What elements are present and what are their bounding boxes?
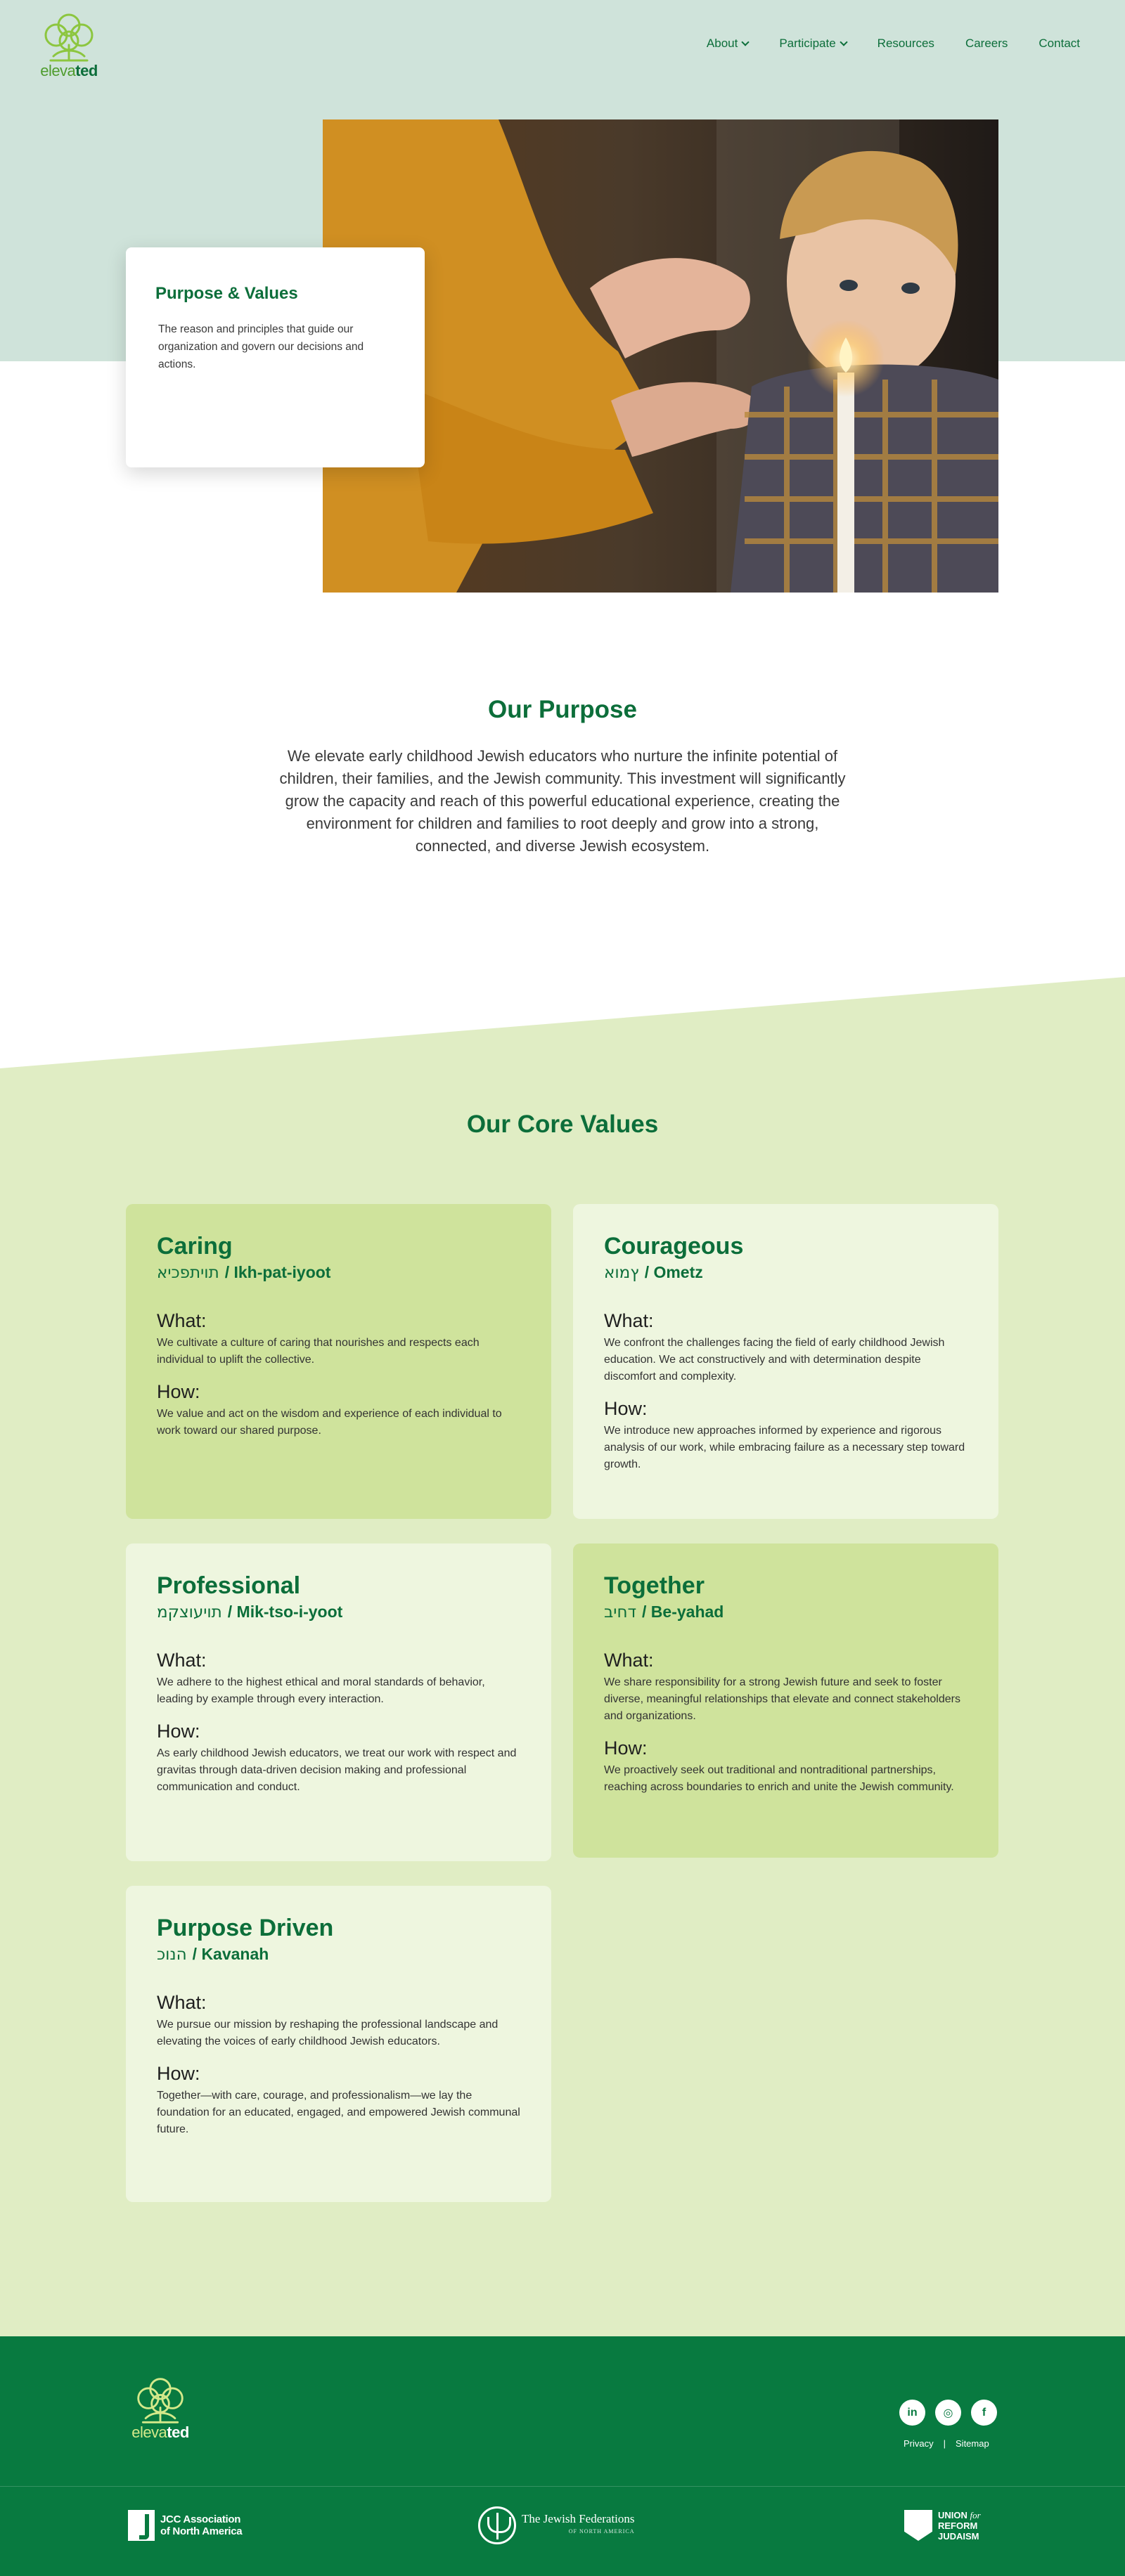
value-what-text: We share responsibility for a strong Jewish future and seek to foster diverse, meaningful relationships that elevate and connect stakeholders and organizations. (604, 1676, 960, 1722)
what-label: What: (157, 1650, 207, 1671)
footer-logo[interactable] (129, 2374, 191, 2442)
value-how-text: We proactively seek out traditional and nontraditional partnerships, reaching across boundaries to enrich and unite the Jewish community. (604, 1764, 954, 1793)
nav-about-label: About (706, 37, 738, 50)
nav-participate[interactable] (779, 37, 846, 51)
what-label: What: (157, 1310, 207, 1331)
tree-logo-icon (37, 10, 101, 65)
value-transliteration: / Ikh-pat-iyoot (224, 1263, 331, 1281)
nav-about[interactable] (707, 37, 748, 51)
jfna-name: The Jewish Federations (522, 2512, 635, 2525)
jfna-emblem-icon (478, 2506, 516, 2544)
logo-wordmark: elevated (40, 62, 98, 79)
value-hebrew-line (604, 1263, 968, 1282)
how-label: How: (604, 1398, 648, 1419)
value-transliteration: / Mik-tso-i-yoot (227, 1603, 343, 1621)
urj-line-3: JUDAISM (938, 2530, 979, 2542)
values-heading: Our Core Values (466, 1111, 659, 1138)
partner-jfna-logo[interactable] (478, 2506, 635, 2544)
value-card-purpose-driven (126, 1886, 551, 2202)
nav-contact[interactable] (1039, 37, 1080, 51)
value-card-professional (126, 1543, 551, 1861)
facebook-icon[interactable]: f (971, 2400, 997, 2426)
page-title: Purpose & Values (155, 284, 298, 303)
value-hebrew: הנוכ (157, 1946, 187, 1964)
footer-divider (0, 2486, 1125, 2487)
value-what-text: We confront the challenges facing the field of early childhood Jewish education. We act constructively and with determination despite discomfort and complexity. (604, 1337, 945, 1383)
how-label: How: (157, 2063, 200, 2084)
jcc-line-2: of North America (160, 2525, 243, 2537)
linkedin-icon[interactable]: in (899, 2400, 925, 2426)
footer-links (904, 2438, 989, 2449)
chevron-down-icon (840, 38, 847, 46)
jcc-line-1: JCC Association (160, 2513, 241, 2525)
how-label: How: (604, 1737, 648, 1759)
value-transliteration: / Kavanah (192, 1945, 269, 1963)
purpose-text: We elevate early childhood Jewish educators who nurture the infinite potential of children, their families, and the Jewish community. This investment will significantly grow the capacity and reach of this powerful educational experience, creating the environment for children and families to root deeply and grow into a strong, connected, and diverse Jewish ecosystem. (279, 747, 846, 855)
value-hebrew: ץמוא (604, 1264, 639, 1282)
value-what-text: We adhere to the highest ethical and moral standards of behavior, leading by example through every interaction. (157, 1676, 485, 1705)
value-card-caring (126, 1204, 551, 1519)
partner-jcc-logo[interactable] (128, 2506, 242, 2544)
nav-resources-label: Resources (877, 37, 934, 50)
value-card-courageous (573, 1204, 998, 1519)
value-hebrew-line (604, 1603, 968, 1622)
value-hebrew: תויעוצקמ (157, 1603, 222, 1622)
link-separator: | (943, 2438, 946, 2449)
value-transliteration: / Be-yahad (642, 1603, 724, 1621)
purpose-heading: Our Purpose (488, 696, 637, 723)
nav-contact-label: Contact (1039, 37, 1080, 50)
value-card-together (573, 1543, 998, 1858)
nav-participate-label: Participate (779, 37, 836, 50)
chevron-down-icon (742, 38, 750, 46)
value-how-text: We value and act on the wisdom and experience of each individual to work toward our shared purpose. (157, 1408, 502, 1437)
urj-for: for (970, 2509, 981, 2520)
instagram-icon[interactable]: ◎ (935, 2400, 961, 2426)
how-label: How: (157, 1721, 200, 1742)
urj-text (938, 2510, 981, 2542)
footer-logo-wordmark: elevated (131, 2423, 189, 2441)
value-name: Professional (157, 1572, 301, 1599)
sitemap-link[interactable]: Sitemap (956, 2438, 989, 2449)
urj-line-1: UNION (938, 2509, 968, 2520)
jfna-text (522, 2513, 635, 2538)
tree-logo-icon (129, 2374, 191, 2426)
value-hebrew-line (157, 1603, 520, 1622)
value-hebrew-line (157, 1263, 520, 1282)
value-hebrew: דחיב (604, 1603, 637, 1622)
value-name: Courageous (604, 1233, 744, 1260)
site-logo[interactable] (37, 10, 101, 80)
what-label: What: (604, 1650, 654, 1671)
what-label: What: (157, 1992, 207, 2013)
privacy-link[interactable]: Privacy (904, 2438, 934, 2449)
urj-line-2: REFORM (938, 2520, 978, 2531)
intro-text: The reason and principles that guide our organization and govern our decisions and actions. (158, 323, 364, 370)
value-how-text: Together—with care, courage, and professionalism—we lay the foundation for an educated, engaged, and empowered Jewish communal future. (157, 2090, 520, 2135)
nav-careers-label: Careers (965, 37, 1008, 50)
value-transliteration: / Ometz (644, 1263, 703, 1281)
nav-resources[interactable] (878, 37, 934, 51)
value-what-text: We pursue our mission by reshaping the professional landscape and elevating the voices of early childhood Jewish educators. (157, 2019, 499, 2047)
main-nav (707, 37, 1080, 51)
jcc-text (160, 2513, 242, 2537)
nav-careers[interactable] (965, 37, 1008, 51)
value-how-text: As early childhood Jewish educators, we treat our work with respect and gravitas through data-driven decision making and professional communication and conduct. (157, 1747, 517, 1793)
value-how-text: We introduce new approaches informed by experience and rigorous analysis of our work, while embracing failure as a necessary step toward growth. (604, 1425, 965, 1470)
partner-urj-logo[interactable] (904, 2506, 981, 2544)
value-hebrew-line (157, 1945, 520, 1964)
jfna-sub: OF NORTH AMERICA (568, 2528, 635, 2535)
value-name: Purpose Driven (157, 1915, 334, 1941)
value-hebrew: תויתפכיא (157, 1264, 219, 1282)
what-label: What: (604, 1310, 654, 1331)
intro-card (126, 247, 425, 467)
value-what-text: We cultivate a culture of caring that nourishes and respects each individual to uplift the collective. (157, 1337, 480, 1366)
urj-shield-icon (904, 2510, 932, 2541)
how-label: How: (157, 1381, 200, 1402)
value-name: Together (604, 1572, 705, 1599)
social-links (899, 2400, 997, 2426)
value-name: Caring (157, 1233, 233, 1260)
jcc-icon (128, 2510, 155, 2541)
